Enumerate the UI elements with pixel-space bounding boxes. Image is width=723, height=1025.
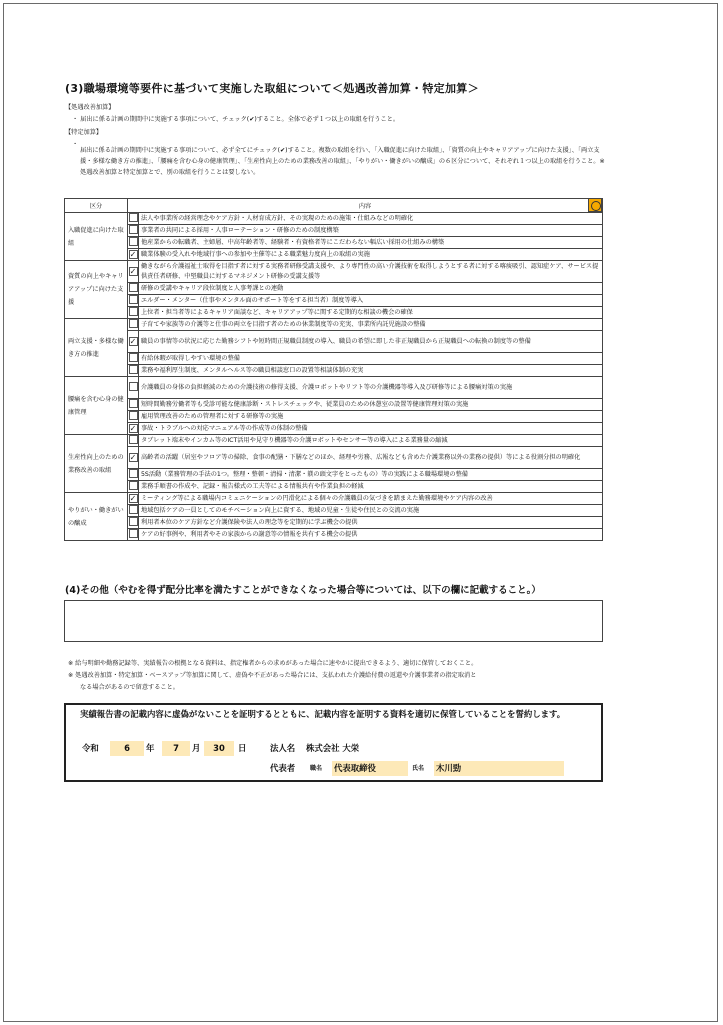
- declaration-box: [64, 703, 603, 782]
- measure-checkbox[interactable]: [129, 283, 138, 292]
- category-cell: 腰痛を含む心身の健康管理: [65, 377, 128, 435]
- table-row: [65, 435, 603, 447]
- tokutei-label: 【特定加算】: [65, 129, 103, 136]
- measure-text: 短時間勤務労働者等も受診可能な健康診断・ストレスチェックや、従業員のための休憩室の設置等健康管理対策の実施: [139, 399, 603, 411]
- shogu-label: 【処遇改善加算】: [65, 104, 115, 111]
- checkbox-cell: [128, 331, 139, 353]
- year-unit: 年: [146, 743, 155, 753]
- shogu-instruction: ・ 届出に係る計画の期間中に実施する事項について、チェック(✔)すること。全体で必ず１つ以上の取組を行うこと。: [72, 116, 400, 123]
- other-notes-field[interactable]: [64, 600, 603, 642]
- corp-name: 株式会社 大栄: [306, 743, 360, 753]
- measure-checkbox[interactable]: [129, 411, 138, 420]
- measure-text: 5S活動（業務管理の手法の1つ。整理・整頓・清掃・清潔・躾の頭文字をとったもの）等の実践による職場環境の整備: [139, 469, 603, 481]
- table-body: [65, 213, 603, 541]
- measure-text: 地域包括ケアの一員としてのモチベーション向上に資する、地域の児童・生徒や住民との交流の実施: [139, 505, 603, 517]
- measure-checkbox[interactable]: [129, 399, 138, 408]
- content-header: [128, 199, 603, 213]
- tokutei-instruction: 届出に係る計画の期間中に実施する事項について、必ず全てにチェック(✔)すること。複数の取組を行い、「入職促進に向けた取組」、「資質の向上やキャリアアップに向けた支援」、「両立支援・多様な働き方の推進」、「腰痛を含む心身の健康管理」、「生産性向上のための業務改善の取組」、「やりがい・働きがいの醸成」の６区分について、それぞれ１つ以上の取組を行うこと。※処遇改善加算と特定加算とで、別の取組を行うことは要しない。: [80, 147, 605, 176]
- measure-text: 業務手順書の作成や、記録・報告様式の工夫等による情報共有や作業負担の軽減: [139, 481, 603, 493]
- title-label: 職名: [310, 765, 323, 772]
- category-cell: 両立支援・多様な働き方の推進: [65, 319, 128, 377]
- checkbox-cell: [128, 423, 139, 435]
- name-label: 氏名: [412, 765, 425, 772]
- measure-text: 事故・トラブルへの対応マニュアル等の作成等の体制の整備: [139, 423, 603, 435]
- note-fraud: ※ 処遇改善加算・特定加算・ベースアップ等加算に関して、虚偽や不正があった場合には、支払われた介護給付費の返還や介護事業者の指定取消と: [68, 672, 477, 679]
- measure-checkbox[interactable]: ✓: [129, 250, 137, 259]
- measure-checkbox[interactable]: [129, 481, 138, 490]
- rep-label: 代表者: [270, 763, 296, 773]
- measure-checkbox[interactable]: ✓: [129, 267, 137, 276]
- measure-text: 事業者の共同による採用・人事ローテーション・研修のための制度構築: [139, 225, 603, 237]
- table-row: [65, 423, 603, 435]
- table-row: [65, 225, 603, 237]
- section-4-heading: (4)その他（やむを得ず配分比率を満たすことができなくなった場合等については、以下の欄に記載すること。）: [65, 585, 541, 596]
- measure-checkbox[interactable]: [129, 365, 138, 374]
- section-3-heading: (3)職場環境等要件に基づいて実施した取組について＜処遇改善加算・特定加算＞: [65, 82, 479, 95]
- content-header-label: 内容: [358, 203, 372, 210]
- table-row: [65, 365, 603, 377]
- table-row: [65, 261, 603, 283]
- table-row: [65, 529, 603, 541]
- table-row: [65, 237, 603, 249]
- measure-checkbox[interactable]: [129, 517, 138, 526]
- measure-text: エルダー・メンター（仕事やメンタル面のサポート等をする担当者）制度等導入: [139, 295, 603, 307]
- measure-text: 介護職員の身体の負担軽減のための介護技術の修得支援、介護ロボットやリフト等の介護機器等導入及び研修等による腰痛対策の実施: [139, 377, 603, 399]
- circle-marker-icon: [588, 198, 602, 212]
- measure-text: 雇用管理改善のための管理者に対する研修等の実施: [139, 411, 603, 423]
- measure-checkbox[interactable]: [129, 295, 138, 304]
- measure-checkbox[interactable]: [129, 213, 138, 222]
- table-row: [65, 505, 603, 517]
- day-field[interactable]: 30: [204, 741, 234, 756]
- checkbox-cell: [128, 435, 139, 447]
- checkbox-cell: [128, 283, 139, 295]
- measure-text: 働きながら介護福祉士取得を目指す者に対する実務者研修受講支援や、より専門性の高い介護技術を取得しようとする者に対する喀痰吸引、認知症ケア、サービス提供責任者研修、中堅職員に対するマネジメント研修の受講支援等: [139, 261, 603, 283]
- day-unit: 日: [238, 743, 247, 753]
- measure-text: 他産業からの転職者、主婦層、中高年齢者等、経験者・有資格者等にこだわらない幅広い採用の仕組みの構築: [139, 237, 603, 249]
- year-field[interactable]: 6: [110, 741, 144, 756]
- table-row: [65, 307, 603, 319]
- checkbox-cell: [128, 249, 139, 261]
- measure-checkbox[interactable]: [129, 435, 138, 444]
- table-row: [65, 283, 603, 295]
- measure-text: 職員の事情等の状況に応じた勤務シフトや短時間正規職員制度の導入、職員の希望に即した非正規職員から正規職員への転換の制度等の整備: [139, 331, 603, 353]
- era-label: 令和: [82, 743, 99, 753]
- checkbox-cell: [128, 319, 139, 331]
- measure-text: 職業体験の受入れや地域行事への参加や主催等による職業魅力度向上の取組の実施: [139, 249, 603, 261]
- checkbox-cell: [128, 493, 139, 505]
- checkbox-cell: [128, 261, 139, 283]
- checkbox-cell: [128, 295, 139, 307]
- checkbox-cell: [128, 505, 139, 517]
- title-field[interactable]: 代表取締役: [332, 761, 408, 776]
- workplace-measures-table: [64, 198, 603, 541]
- checkbox-cell: [128, 225, 139, 237]
- measure-text: 上位者・担当者等によるキャリア面談など、キャリアアップ等に関する定期的な相談の機会の確保: [139, 307, 603, 319]
- measure-text: タブレット端末やインカム等のICT活用や見守り機器等の介護ロボットやセンサー等の導入による業務量の縮減: [139, 435, 603, 447]
- measure-checkbox[interactable]: [129, 307, 138, 316]
- declaration-text: 実績報告書の記載内容に虚偽がないことを証明するとともに、記載内容を証明する資料を適切に保管していることを誓約します。: [80, 709, 566, 719]
- checkbox-cell: [128, 411, 139, 423]
- table-row: [65, 213, 603, 225]
- category-header: 区分: [65, 199, 128, 213]
- measure-text: 子育てや家族等の介護等と仕事の両立を目指す者のための休業制度等の充実、事業所内託児施設の整備: [139, 319, 603, 331]
- checkbox-cell: [128, 365, 139, 377]
- measure-checkbox[interactable]: [129, 353, 138, 362]
- table-row: [65, 411, 603, 423]
- note-fraud-cont: なる場合があるので留意すること。: [80, 684, 179, 691]
- measure-checkbox[interactable]: [129, 505, 138, 514]
- table-row: [65, 319, 603, 331]
- month-field[interactable]: 7: [162, 741, 190, 756]
- table-row: [65, 517, 603, 529]
- checkbox-cell: [128, 307, 139, 319]
- category-cell: 生産性向上のための業務改善の取組: [65, 435, 128, 493]
- measure-text: 有給休暇が取得しやすい環境の整備: [139, 353, 603, 365]
- checkbox-cell: [128, 213, 139, 225]
- table-row: [65, 469, 603, 481]
- measure-text: 法人や事業所の経営理念やケア方針・人材育成方針、その実現のための施策・仕組みなどの明確化: [139, 213, 603, 225]
- checkbox-cell: [128, 399, 139, 411]
- corp-label: 法人名: [270, 743, 296, 753]
- name-field[interactable]: 木川勁: [434, 761, 564, 776]
- month-unit: 月: [192, 743, 201, 753]
- table-row: [65, 377, 603, 399]
- checkbox-cell: [128, 447, 139, 469]
- tokutei-bullet: ・: [72, 141, 79, 148]
- table-row: [65, 399, 603, 411]
- measure-text: 研修の受講やキャリア段位制度と人事考課との連動: [139, 283, 603, 295]
- measure-text: ケアの好事例や、利用者やその家族からの謝意等の情報を共有する機会の提供: [139, 529, 603, 541]
- table-row: [65, 295, 603, 307]
- table-row: [65, 331, 603, 353]
- measure-checkbox[interactable]: ✓: [129, 494, 137, 503]
- measure-checkbox[interactable]: ✓: [129, 453, 137, 462]
- measure-checkbox[interactable]: ✓: [129, 337, 137, 346]
- measure-checkbox[interactable]: [129, 469, 138, 478]
- table-row: [65, 249, 603, 261]
- measure-checkbox[interactable]: [129, 237, 138, 246]
- measure-text: ミーティング等による職場内コミュニケーションの円滑化による個々の介護職員の気づきを踏まえた勤務環境やケア内容の改善: [139, 493, 603, 505]
- table-row: [65, 493, 603, 505]
- checkbox-cell: [128, 481, 139, 493]
- table-row: [65, 353, 603, 365]
- measure-checkbox[interactable]: [129, 319, 138, 328]
- checkbox-cell: [128, 469, 139, 481]
- note-records: ※ 給与明細や勤務記録等、実績報告の根拠となる資料は、指定権者からの求めがあった場合に速やかに提出できるよう、適切に保管しておくこと。: [68, 660, 478, 667]
- checkbox-cell: [128, 377, 139, 399]
- checkbox-cell: [128, 529, 139, 541]
- checkbox-cell: [128, 517, 139, 529]
- measure-checkbox[interactable]: [129, 225, 138, 234]
- measure-text: 高齢者の活躍（居室やフロア等の掃除、食事の配膳・下膳などのほか、経理や労務、広報なども含めた介護業務以外の業務の提供）等による役割分担の明確化: [139, 447, 603, 469]
- measure-text: 業務や福利厚生制度、メンタルヘルス等の職員相談窓口の設置等相談体制の充実: [139, 365, 603, 377]
- category-cell: やりがい・働きがいの醸成: [65, 493, 128, 541]
- table-row: [65, 447, 603, 469]
- category-cell: 資質の向上やキャリアアップに向けた支援: [65, 261, 128, 319]
- measure-checkbox[interactable]: ✓: [129, 424, 137, 433]
- measure-text: 利用者本位のケア方針など介護保険や法人の理念等を定期的に学ぶ機会の提供: [139, 517, 603, 529]
- checkbox-cell: [128, 353, 139, 365]
- category-cell: 入職促進に向けた取組: [65, 213, 128, 261]
- measure-checkbox[interactable]: [129, 529, 138, 538]
- checkbox-cell: [128, 237, 139, 249]
- measure-checkbox[interactable]: [129, 382, 138, 391]
- table-row: [65, 481, 603, 493]
